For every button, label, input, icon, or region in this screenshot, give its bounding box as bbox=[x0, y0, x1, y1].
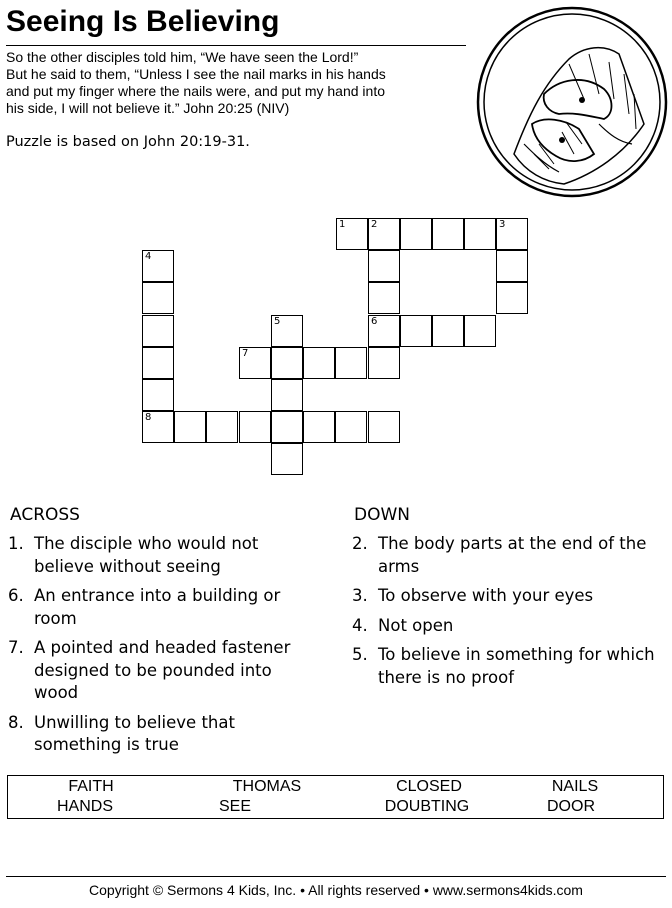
clue-number: 8. bbox=[8, 712, 24, 732]
crossword-cell[interactable] bbox=[432, 315, 464, 347]
page-title: Seeing Is Believing bbox=[6, 5, 280, 38]
jesus-hands-illustration-icon bbox=[474, 4, 670, 200]
clue-text: The body parts at the end of the arms bbox=[378, 534, 647, 576]
across-clue bbox=[8, 637, 308, 705]
word-bank-item: NAILS bbox=[551, 778, 599, 795]
clue-text: Not open bbox=[378, 615, 454, 635]
crossword-cell[interactable] bbox=[271, 379, 303, 411]
clue-number: 2. bbox=[352, 534, 368, 553]
clue-number: 3 bbox=[499, 219, 506, 230]
clue-number: 7. bbox=[8, 638, 24, 657]
clue-number: 3. bbox=[352, 586, 368, 605]
crossword-cell[interactable] bbox=[496, 250, 528, 282]
crossword-cell[interactable] bbox=[368, 347, 400, 379]
crossword-cell[interactable] bbox=[432, 218, 464, 250]
clue-number: 1 bbox=[339, 219, 346, 230]
clue-number: 5. bbox=[352, 645, 368, 664]
clue-text: To observe with your eyes bbox=[378, 586, 594, 605]
crossword-cell[interactable] bbox=[368, 315, 400, 347]
crossword-cell[interactable] bbox=[368, 282, 400, 314]
crossword-cell[interactable] bbox=[239, 347, 271, 379]
title-divider bbox=[6, 45, 466, 46]
crossword-cell[interactable] bbox=[142, 250, 174, 282]
crossword-cell[interactable] bbox=[336, 218, 368, 250]
down-clue-list bbox=[352, 533, 668, 696]
crossword-cell[interactable] bbox=[206, 411, 238, 443]
clue-number: 6 bbox=[371, 316, 378, 327]
crossword-cell[interactable] bbox=[142, 379, 174, 411]
across-clue-list bbox=[8, 533, 308, 764]
crossword-cell[interactable] bbox=[303, 347, 335, 379]
crossword-cell[interactable] bbox=[142, 411, 174, 443]
crossword-cell[interactable] bbox=[271, 347, 303, 379]
puzzle-note: Puzzle is based on John 20:19-31. bbox=[6, 134, 250, 150]
crossword-cell[interactable] bbox=[496, 282, 528, 314]
clue-number: 8 bbox=[145, 412, 152, 423]
crossword-cell[interactable] bbox=[368, 411, 400, 443]
across-clue bbox=[8, 585, 308, 630]
crossword-cell[interactable] bbox=[271, 443, 303, 475]
word-bank-item: DOOR bbox=[547, 798, 595, 815]
word-bank-item: FAITH bbox=[68, 778, 114, 795]
clue-text: An entrance into a building or room bbox=[34, 586, 281, 628]
word-bank-item: THOMAS bbox=[232, 778, 302, 795]
word-bank-item: DOUBTING bbox=[384, 798, 470, 815]
word-bank-item: HANDS bbox=[56, 798, 113, 815]
clue-text: Unwilling to believe that something is true bbox=[34, 712, 235, 754]
crossword-cell[interactable] bbox=[303, 411, 335, 443]
crossword-cell[interactable] bbox=[464, 218, 496, 250]
crossword-cell[interactable] bbox=[142, 347, 174, 379]
crossword-cell[interactable] bbox=[142, 282, 174, 314]
crossword-cell[interactable] bbox=[496, 218, 528, 250]
crossword-cell[interactable] bbox=[335, 347, 367, 379]
across-heading: ACROSS bbox=[10, 505, 80, 525]
clue-text: The disciple who would not believe without seeing bbox=[34, 534, 259, 576]
copyright-footer: Copyright © Sermons 4 Kids, Inc. • All rights reserved • www.sermons4kids.com bbox=[89, 882, 583, 898]
down-clue bbox=[352, 533, 668, 578]
scripture-verse: So the other disciples told him, “We have seen the Lord!” But he said to them, “Unless I see the nail marks in his hands and put my finger where the nails were, and put my hand into his side, I will not believe it.” John 20:25 (NIV) bbox=[6, 49, 386, 116]
footer-divider bbox=[6, 876, 666, 877]
clue-text: To believe in something for which there is no proof bbox=[378, 645, 655, 687]
across-clue bbox=[8, 712, 308, 757]
crossword-cell[interactable] bbox=[271, 315, 303, 347]
word-bank bbox=[7, 775, 664, 819]
down-clue bbox=[352, 615, 668, 638]
crossword-cell[interactable] bbox=[174, 411, 206, 443]
clue-number: 7 bbox=[242, 348, 249, 359]
crossword-cell[interactable] bbox=[335, 411, 367, 443]
clue-number: 1. bbox=[8, 534, 24, 553]
clue-number: 6. bbox=[8, 586, 24, 605]
down-clue bbox=[352, 585, 668, 608]
crossword-cell[interactable] bbox=[271, 411, 303, 443]
crossword-cell[interactable] bbox=[239, 411, 271, 443]
clue-number: 5 bbox=[274, 316, 281, 327]
crossword-cell[interactable] bbox=[368, 218, 400, 250]
clue-text: A pointed and headed fastener designed to be pounded into wood bbox=[34, 638, 291, 702]
crossword-cell[interactable] bbox=[400, 315, 432, 347]
crossword-cell[interactable] bbox=[142, 315, 174, 347]
down-heading: DOWN bbox=[354, 505, 410, 525]
crossword-cell[interactable] bbox=[368, 250, 400, 282]
clue-number: 4. bbox=[352, 615, 368, 635]
clue-number: 2 bbox=[371, 219, 378, 230]
clue-number: 4 bbox=[145, 251, 152, 262]
crossword-cell[interactable] bbox=[464, 315, 496, 347]
across-clue bbox=[8, 533, 308, 578]
down-clue bbox=[352, 644, 668, 689]
crossword-cell[interactable] bbox=[400, 218, 432, 250]
word-bank-item: SEE bbox=[218, 798, 251, 815]
word-bank-item: CLOSED bbox=[396, 778, 462, 795]
